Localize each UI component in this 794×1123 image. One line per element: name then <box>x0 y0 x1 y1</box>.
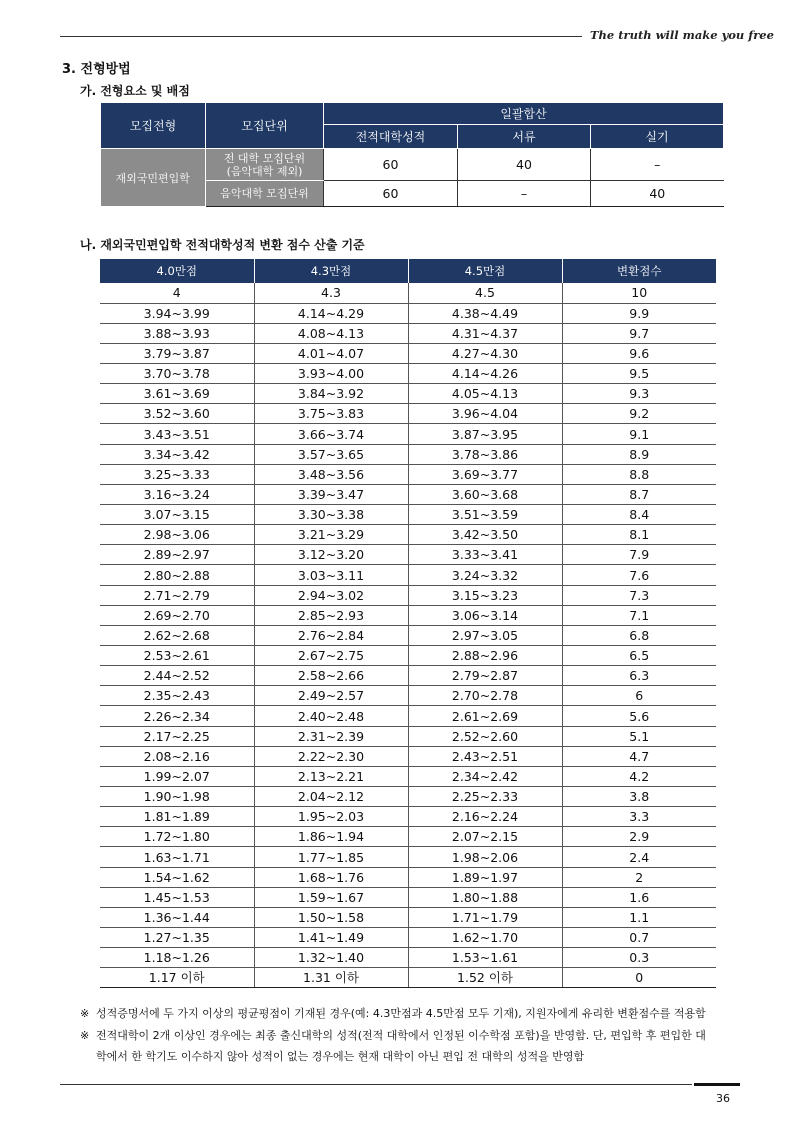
table-cell: 8.9 <box>562 444 716 464</box>
note-mark: ※ <box>80 1007 90 1020</box>
table-cell: 3.94~3.99 <box>100 303 254 323</box>
table-cell: 2.17~2.25 <box>100 726 254 746</box>
table-cell: 5.1 <box>562 726 716 746</box>
table-cell: 9.1 <box>562 424 716 444</box>
table-cell: 3.15~3.23 <box>408 585 562 605</box>
table-cell: 8.1 <box>562 525 716 545</box>
table-cell: 1.81~1.89 <box>100 807 254 827</box>
table-row <box>100 948 716 968</box>
table-row <box>100 686 716 706</box>
table-cell: 3.39~3.47 <box>254 484 408 504</box>
table-cell: 0.3 <box>562 948 716 968</box>
table-cell: 4.05~4.13 <box>408 384 562 404</box>
unit-cell <box>206 149 324 181</box>
table-cell: 3.3 <box>562 807 716 827</box>
score-cell: – <box>591 149 724 181</box>
table-cell: 6.5 <box>562 646 716 666</box>
table-cell: 4.08~4.13 <box>254 323 408 343</box>
scoring-table <box>100 102 724 207</box>
table-cell: 1.53~1.61 <box>408 948 562 968</box>
note-1 <box>80 1003 740 1024</box>
conversion-table <box>100 259 716 988</box>
table-row <box>100 706 716 726</box>
table-cell: 3.69~3.77 <box>408 464 562 484</box>
header-cell: 모집단위 <box>206 103 324 149</box>
table-cell: 2.61~2.69 <box>408 706 562 726</box>
table-cell: 10 <box>562 283 716 303</box>
table-cell: 2.08~2.16 <box>100 746 254 766</box>
header-cell: 변환점수 <box>562 259 716 283</box>
table-cell: 2.76~2.84 <box>254 625 408 645</box>
table-cell: 2.94~3.02 <box>254 585 408 605</box>
table-cell: 8.8 <box>562 464 716 484</box>
table-cell: 4.14~4.29 <box>254 303 408 323</box>
table-cell: 2.62~2.68 <box>100 625 254 645</box>
table-cell: 1.71~1.79 <box>408 907 562 927</box>
table-cell: 3.75~3.83 <box>254 404 408 424</box>
table-cell: 2.85~2.93 <box>254 605 408 625</box>
table-cell: 2.79~2.87 <box>408 666 562 686</box>
table-cell: 7.3 <box>562 585 716 605</box>
table-cell: 3.25~3.33 <box>100 464 254 484</box>
table-row <box>100 787 716 807</box>
table-cell: 1.36~1.44 <box>100 907 254 927</box>
score-cell: 40 <box>591 181 724 207</box>
score-cell: 60 <box>324 149 458 181</box>
table-cell: 3.79~3.87 <box>100 343 254 363</box>
table-cell: 2.70~2.78 <box>408 686 562 706</box>
unit-line: (음악대학 제외) <box>226 164 303 178</box>
table-cell: 6.3 <box>562 666 716 686</box>
table-cell: 9.2 <box>562 404 716 424</box>
table-row <box>100 283 716 303</box>
table-cell: 3.51~3.59 <box>408 505 562 525</box>
table-cell: 3.57~3.65 <box>254 444 408 464</box>
table-cell: 2.40~2.48 <box>254 706 408 726</box>
table-cell: 4.5 <box>408 283 562 303</box>
table-cell: 1.95~2.03 <box>254 807 408 827</box>
table-cell: 1.68~1.76 <box>254 867 408 887</box>
table-row <box>100 847 716 867</box>
table-cell: 2.25~2.33 <box>408 787 562 807</box>
table-row <box>100 364 716 384</box>
table-cell: 1.89~1.97 <box>408 867 562 887</box>
table-cell: 3.52~3.60 <box>100 404 254 424</box>
header-cell: 일괄합산 <box>324 103 724 125</box>
table-cell: 2.34~2.42 <box>408 766 562 786</box>
table-row <box>100 424 716 444</box>
table-cell: 0.7 <box>562 928 716 948</box>
table-row <box>100 404 716 424</box>
table-cell: 3.93~4.00 <box>254 364 408 384</box>
table-cell: 2.89~2.97 <box>100 545 254 565</box>
table-cell: 1.17 이하 <box>100 968 254 988</box>
table-cell: 8.7 <box>562 484 716 504</box>
table-row <box>100 323 716 343</box>
unit-line: 전 대학 모집단위 <box>223 151 306 165</box>
table-cell: 0 <box>562 968 716 988</box>
score-cell: 40 <box>458 149 591 181</box>
table-cell: 2.58~2.66 <box>254 666 408 686</box>
table-row <box>100 726 716 746</box>
table-cell: 3.84~3.92 <box>254 384 408 404</box>
table-cell: 3.06~3.14 <box>408 605 562 625</box>
table-cell: 9.6 <box>562 343 716 363</box>
table-cell: 3.88~3.93 <box>100 323 254 343</box>
table-cell: 2.80~2.88 <box>100 565 254 585</box>
table-cell: 1.72~1.80 <box>100 827 254 847</box>
table-cell: 2.69~2.70 <box>100 605 254 625</box>
table-cell: 4 <box>100 283 254 303</box>
table-cell: 3.12~3.20 <box>254 545 408 565</box>
footer-rule <box>60 1084 692 1085</box>
table-cell: 1.80~1.88 <box>408 887 562 907</box>
table-cell: 3.48~3.56 <box>254 464 408 484</box>
table-cell: 2.4 <box>562 847 716 867</box>
table-cell: 1.99~2.07 <box>100 766 254 786</box>
table-cell: 2.49~2.57 <box>254 686 408 706</box>
table-cell: 2.26~2.34 <box>100 706 254 726</box>
note-text: 성적증명서에 두 가지 이상의 평균평점이 기재된 경우(예: 4.3만점과 4.5만점 모두 기재), 지원자에게 유리한 변환점수를 적용함 <box>96 1007 706 1020</box>
table-cell: 1.59~1.67 <box>254 887 408 907</box>
table-row <box>100 968 716 988</box>
table-row <box>100 384 716 404</box>
table-cell: 1.52 이하 <box>408 968 562 988</box>
table-cell: 2.16~2.24 <box>408 807 562 827</box>
table-cell: 2.67~2.75 <box>254 646 408 666</box>
table-cell: 2.9 <box>562 827 716 847</box>
table-cell: 4.38~4.49 <box>408 303 562 323</box>
admission-type: 재외국민편입학 <box>101 149 206 207</box>
table-cell: 3.66~3.74 <box>254 424 408 444</box>
table-row <box>100 625 716 645</box>
note-text: 학에서 한 학기도 이수하지 않아 성적이 없는 경우에는 현재 대학이 아닌 편입 전 대학의 성적을 반영함 <box>96 1050 585 1063</box>
table-row <box>100 766 716 786</box>
table-cell: 9.9 <box>562 303 716 323</box>
table-cell: 2.04~2.12 <box>254 787 408 807</box>
table-cell: 3.43~3.51 <box>100 424 254 444</box>
table-cell: 4.3 <box>254 283 408 303</box>
table-cell: 3.87~3.95 <box>408 424 562 444</box>
unit-cell: 음악대학 모집단위 <box>206 181 324 207</box>
table-cell: 1.77~1.85 <box>254 847 408 867</box>
subsection-title-a: 가. 전형요소 및 배점 <box>80 84 190 98</box>
table-cell: 3.96~4.04 <box>408 404 562 424</box>
table-cell: 2.31~2.39 <box>254 726 408 746</box>
table-cell: 4.14~4.26 <box>408 364 562 384</box>
table-cell: 1.41~1.49 <box>254 928 408 948</box>
table-cell: 3.70~3.78 <box>100 364 254 384</box>
table-cell: 2.07~2.15 <box>408 827 562 847</box>
score-cell: 60 <box>324 181 458 207</box>
table-cell: 1.1 <box>562 907 716 927</box>
header-cell: 모집전형 <box>101 103 206 149</box>
table-cell: 3.61~3.69 <box>100 384 254 404</box>
note-text: 전적대학이 2개 이상인 경우에는 최종 출신대학의 성적(전적 대학에서 인정된 이수학점 포함)을 반영함. 단, 편입학 후 편입한 대 <box>96 1029 706 1042</box>
table-cell: 3.33~3.41 <box>408 545 562 565</box>
table-cell: 1.63~1.71 <box>100 847 254 867</box>
table-cell: 6.8 <box>562 625 716 645</box>
table-row <box>100 505 716 525</box>
table-cell: 2.88~2.96 <box>408 646 562 666</box>
table-cell: 3.8 <box>562 787 716 807</box>
table-row <box>100 807 716 827</box>
table-row <box>100 605 716 625</box>
table-row <box>100 928 716 948</box>
table-cell: 4.7 <box>562 746 716 766</box>
table-cell: 2.22~2.30 <box>254 746 408 766</box>
table-row <box>100 646 716 666</box>
table-row <box>100 907 716 927</box>
footer-bar <box>694 1083 740 1086</box>
table-row <box>100 525 716 545</box>
table-cell: 1.32~1.40 <box>254 948 408 968</box>
header-cell: 전적대학성적 <box>324 125 458 149</box>
table-cell: 1.62~1.70 <box>408 928 562 948</box>
table-cell: 3.07~3.15 <box>100 505 254 525</box>
header-cell: 4.0만점 <box>100 259 254 283</box>
table-row <box>100 585 716 605</box>
header-cell: 실기 <box>591 125 724 149</box>
table-row <box>100 666 716 686</box>
table-cell: 7.9 <box>562 545 716 565</box>
table-cell: 2.97~3.05 <box>408 625 562 645</box>
table-row <box>100 827 716 847</box>
table-row <box>100 887 716 907</box>
table-row <box>100 464 716 484</box>
table-cell: 7.6 <box>562 565 716 585</box>
table-cell: 4.31~4.37 <box>408 323 562 343</box>
table-cell: 3.21~3.29 <box>254 525 408 545</box>
table-row <box>100 444 716 464</box>
table-cell: 2.43~2.51 <box>408 746 562 766</box>
table-cell: 1.18~1.26 <box>100 948 254 968</box>
subsection-title-b: 나. 재외국민편입학 전적대학성적 변환 점수 산출 기준 <box>80 238 365 252</box>
header-motto: The truth will make you free <box>590 28 774 42</box>
table-cell: 2.13~2.21 <box>254 766 408 786</box>
table-cell: 3.24~3.32 <box>408 565 562 585</box>
table-row <box>100 746 716 766</box>
table-cell: 9.5 <box>562 364 716 384</box>
score-cell: – <box>458 181 591 207</box>
table-cell: 2.52~2.60 <box>408 726 562 746</box>
table-cell: 1.6 <box>562 887 716 907</box>
table-row <box>100 484 716 504</box>
table-cell: 3.78~3.86 <box>408 444 562 464</box>
table-cell: 6 <box>562 686 716 706</box>
table-cell: 7.1 <box>562 605 716 625</box>
table-cell: 3.34~3.42 <box>100 444 254 464</box>
table-cell: 9.7 <box>562 323 716 343</box>
table-cell: 2 <box>562 867 716 887</box>
header-cell: 4.3만점 <box>254 259 408 283</box>
table-cell: 4.2 <box>562 766 716 786</box>
table-cell: 1.54~1.62 <box>100 867 254 887</box>
table-cell: 3.42~3.50 <box>408 525 562 545</box>
header-cell: 4.5만점 <box>408 259 562 283</box>
table-cell: 2.44~2.52 <box>100 666 254 686</box>
table-cell: 1.86~1.94 <box>254 827 408 847</box>
table-cell: 8.4 <box>562 505 716 525</box>
table-cell: 9.3 <box>562 384 716 404</box>
table-cell: 3.30~3.38 <box>254 505 408 525</box>
table-cell: 4.27~4.30 <box>408 343 562 363</box>
table-cell: 1.27~1.35 <box>100 928 254 948</box>
page-number: 36 <box>716 1092 730 1105</box>
table-cell: 3.16~3.24 <box>100 484 254 504</box>
table-cell: 1.45~1.53 <box>100 887 254 907</box>
table-row <box>100 565 716 585</box>
table-row <box>100 867 716 887</box>
note-mark: ※ <box>80 1029 90 1042</box>
table-row <box>100 303 716 323</box>
table-cell: 1.98~2.06 <box>408 847 562 867</box>
header-cell: 서류 <box>458 125 591 149</box>
table-cell: 1.31 이하 <box>254 968 408 988</box>
table-cell: 4.01~4.07 <box>254 343 408 363</box>
table-cell: 1.90~1.98 <box>100 787 254 807</box>
table-cell: 5.6 <box>562 706 716 726</box>
header-rule <box>60 36 582 37</box>
section-title: 3. 전형방법 <box>62 62 131 77</box>
table-cell: 2.98~3.06 <box>100 525 254 545</box>
table-cell: 3.60~3.68 <box>408 484 562 504</box>
table-cell: 1.50~1.58 <box>254 907 408 927</box>
table-row <box>100 545 716 565</box>
table-cell: 2.53~2.61 <box>100 646 254 666</box>
table-row <box>100 343 716 363</box>
table-cell: 3.03~3.11 <box>254 565 408 585</box>
note-2 <box>80 1025 740 1067</box>
table-cell: 2.35~2.43 <box>100 686 254 706</box>
table-cell: 2.71~2.79 <box>100 585 254 605</box>
